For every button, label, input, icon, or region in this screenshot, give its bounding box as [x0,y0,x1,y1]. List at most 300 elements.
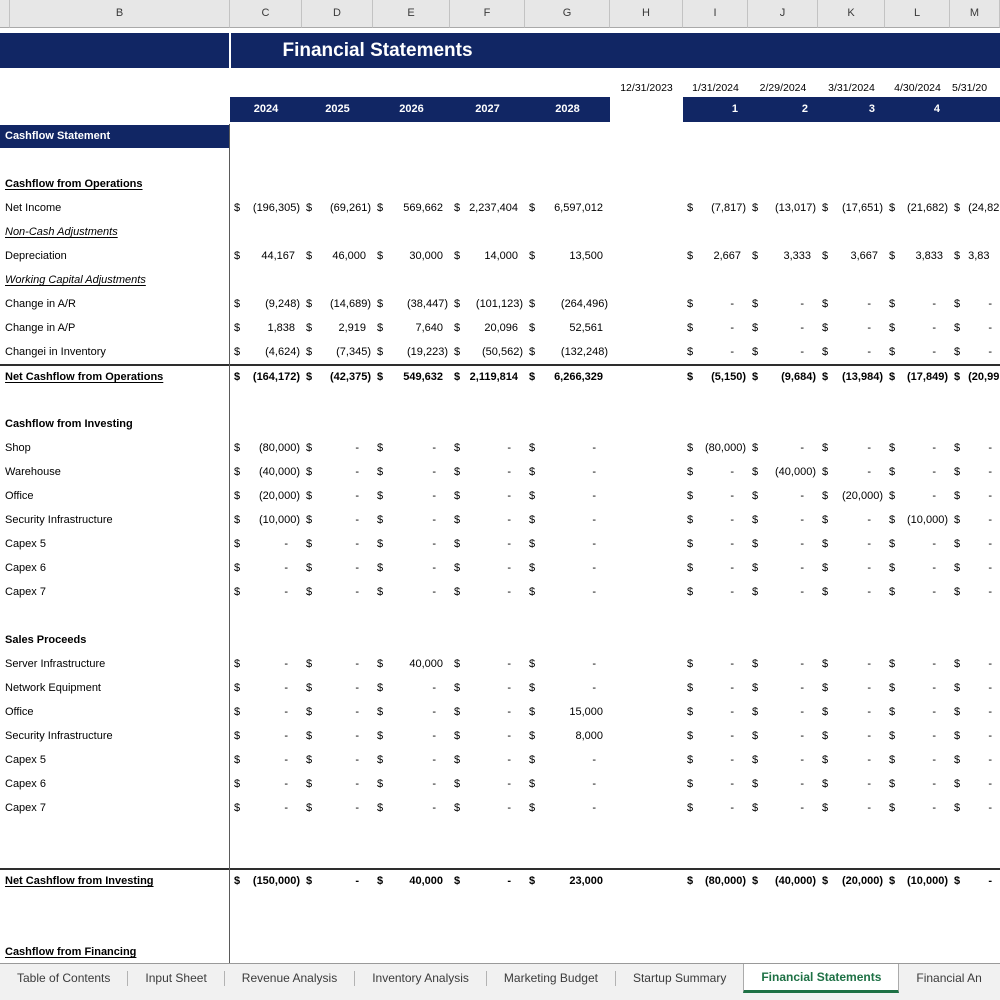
cell-G[interactable] [525,366,610,388]
cell-I[interactable] [683,292,748,316]
date-header[interactable]: 5/31/20 [952,82,988,94]
cell-J[interactable] [748,460,818,484]
year-row-h-gap[interactable] [610,97,683,122]
cell-J[interactable] [748,292,818,316]
cell-F[interactable] [450,870,525,892]
cell-K[interactable] [818,556,885,580]
row-label[interactable]: Change in A/R [5,298,76,310]
cell-I[interactable] [683,796,748,820]
cell-I[interactable] [683,460,748,484]
cell-value: - [867,754,871,766]
cell-F[interactable] [450,460,525,484]
cell-D[interactable] [302,460,373,484]
cell-M[interactable] [950,366,1000,388]
cell-I[interactable] [683,196,748,220]
cell-J[interactable] [748,316,818,340]
column-header-D[interactable]: D [302,0,373,28]
cell-M[interactable] [950,484,1000,508]
cell-D[interactable] [302,484,373,508]
cell-K[interactable] [818,244,885,268]
year-header[interactable]: 2026 [373,97,450,122]
cell-L[interactable] [885,436,950,460]
cell-I[interactable] [683,748,748,772]
cell-E[interactable] [373,532,450,556]
cell-J[interactable] [748,772,818,796]
column-header-C[interactable]: C [230,0,302,28]
month-number-header[interactable]: 1 [683,97,748,122]
cell-D[interactable] [302,796,373,820]
cell-L[interactable] [885,652,950,676]
cell-M[interactable] [950,316,1000,340]
cell-F[interactable] [450,196,525,220]
cell-M[interactable] [950,748,1000,772]
row-label[interactable]: Change in A/P [5,322,76,334]
row-label[interactable]: Changei in Inventory [5,346,106,358]
cell-E[interactable] [373,724,450,748]
tab-financial-an[interactable]: Financial An [916,971,982,985]
cell-L[interactable] [885,580,950,604]
cell-E[interactable] [373,508,450,532]
cell-G[interactable] [525,460,610,484]
cell-J[interactable] [748,244,818,268]
cell-G[interactable] [525,340,610,364]
cell-M[interactable] [950,700,1000,724]
cell-G[interactable] [525,580,610,604]
month-number-header[interactable]: 3 [818,97,885,122]
cell-D[interactable] [302,508,373,532]
dollar-sign: $ [529,754,536,766]
cell-G[interactable] [525,724,610,748]
cell-G[interactable] [525,796,610,820]
column-header-row [0,0,1000,28]
cell-E[interactable] [373,366,450,388]
tab-revenue-analysis[interactable]: Revenue Analysis [241,971,338,985]
cell-J[interactable] [748,870,818,892]
cell-L[interactable] [885,796,950,820]
cell-G[interactable] [525,316,610,340]
cell-J[interactable] [748,676,818,700]
cell-F[interactable] [450,724,525,748]
row-label[interactable]: Depreciation [5,250,67,262]
cell-F[interactable] [450,484,525,508]
cell-D[interactable] [302,748,373,772]
cell-M[interactable] [950,460,1000,484]
cell-D[interactable] [302,340,373,364]
cell-F[interactable] [450,676,525,700]
cell-C[interactable] [230,508,302,532]
cell-E[interactable] [373,436,450,460]
cell-E[interactable] [373,580,450,604]
cell-L[interactable] [885,772,950,796]
cell-E[interactable] [373,652,450,676]
cell-G[interactable] [525,772,610,796]
year-header[interactable]: 2028 [525,97,610,122]
cell-C[interactable] [230,244,302,268]
row-label[interactable]: Cashflow from Investing [5,418,133,430]
row-label[interactable]: Capex 7 [5,802,46,814]
cell-C[interactable] [230,796,302,820]
statement-row [0,436,1000,460]
dollar-sign: $ [752,875,759,887]
cell-E[interactable] [373,196,450,220]
cell-G[interactable] [525,292,610,316]
cell-G[interactable] [525,870,610,892]
tab-inventory-analysis[interactable]: Inventory Analysis [372,971,469,985]
cell-M[interactable] [950,508,1000,532]
row-label[interactable]: Net Cashflow from Operations [5,371,164,383]
cell-I[interactable] [683,652,748,676]
row-label[interactable]: Security Infrastructure [5,730,113,742]
cell-C[interactable] [230,556,302,580]
cell-I[interactable] [683,316,748,340]
cell-K[interactable] [818,196,885,220]
cell-I[interactable] [683,772,748,796]
cell-J[interactable] [748,366,818,388]
cell-C[interactable] [230,700,302,724]
cell-E[interactable] [373,484,450,508]
cell-C[interactable] [230,748,302,772]
cell-L[interactable] [885,870,950,892]
row-label[interactable]: Cashflow from Financing [5,946,137,958]
cell-K[interactable] [818,532,885,556]
cell-J[interactable] [748,556,818,580]
cell-L[interactable] [885,484,950,508]
cell-value: - [730,538,734,550]
column-header-B[interactable]: B [10,0,230,28]
cell-E[interactable] [373,316,450,340]
cell-L[interactable] [885,292,950,316]
cell-M[interactable] [950,340,1000,364]
cell-C[interactable] [230,460,302,484]
cell-M[interactable] [950,292,1000,316]
year-header[interactable]: 2025 [302,97,373,122]
cell-J[interactable] [748,796,818,820]
cell-value: - [730,298,734,310]
cell-M[interactable] [950,532,1000,556]
cell-C[interactable] [230,870,302,892]
cell-E[interactable] [373,772,450,796]
cell-I[interactable] [683,340,748,364]
month-number-header[interactable]: 2 [748,97,818,122]
spacer-row [0,148,1000,172]
row-label[interactable]: Security Infrastructure [5,514,113,526]
row-label[interactable]: Capex 7 [5,586,46,598]
cell-I[interactable] [683,532,748,556]
cell-J[interactable] [748,196,818,220]
cell-J[interactable] [748,724,818,748]
row-label[interactable]: Office [5,706,34,718]
cell-I[interactable] [683,676,748,700]
cell-C[interactable] [230,652,302,676]
cell-M[interactable] [950,870,1000,892]
cell-G[interactable] [525,436,610,460]
cell-M[interactable] [950,244,1000,268]
cell-E[interactable] [373,748,450,772]
cell-J[interactable] [748,436,818,460]
cell-D[interactable] [302,580,373,604]
cell-L[interactable] [885,748,950,772]
cell-C[interactable] [230,340,302,364]
row-label[interactable]: Working Capital Adjustments [5,274,146,286]
cell-M[interactable] [950,652,1000,676]
cell-L[interactable] [885,508,950,532]
row-label[interactable]: Warehouse [5,466,61,478]
cell-F[interactable] [450,652,525,676]
cell-M[interactable] [950,556,1000,580]
cell-J[interactable] [748,340,818,364]
cell-G[interactable] [525,652,610,676]
cell-L[interactable] [885,676,950,700]
cell-I[interactable] [683,700,748,724]
cell-D[interactable] [302,196,373,220]
tab-table-of-contents[interactable]: Table of Contents [17,971,111,985]
cell-value: - [867,730,871,742]
tab-marketing-budget[interactable]: Marketing Budget [503,971,598,985]
cell-K[interactable] [818,748,885,772]
cell-D[interactable] [302,292,373,316]
cell-F[interactable] [450,244,525,268]
dollar-sign: $ [687,730,694,742]
cell-I[interactable] [683,436,748,460]
dollar-sign: $ [454,250,461,262]
cell-F[interactable] [450,580,525,604]
cell-K[interactable] [818,460,885,484]
column-header-M[interactable]: M [950,0,1000,28]
cell-E[interactable] [373,556,450,580]
column-header-A-sliver[interactable] [0,0,10,28]
row-label[interactable]: Capex 5 [5,538,46,550]
cell-D[interactable] [302,772,373,796]
cell-C[interactable] [230,724,302,748]
cell-F[interactable] [450,316,525,340]
cell-C[interactable] [230,196,302,220]
cell-E[interactable] [373,676,450,700]
row-label[interactable]: Capex 6 [5,562,46,574]
column-header-K[interactable]: K [818,0,885,28]
statement-row [0,196,1000,220]
cell-I[interactable] [683,244,748,268]
cell-K[interactable] [818,724,885,748]
cell-L[interactable] [885,366,950,388]
cell-E[interactable] [373,292,450,316]
cell-K[interactable] [818,484,885,508]
cell-E[interactable] [373,340,450,364]
cell-K[interactable] [818,870,885,892]
cell-D[interactable] [302,700,373,724]
cell-D[interactable] [302,316,373,340]
cell-I[interactable] [683,580,748,604]
cell-D[interactable] [302,556,373,580]
cell-G[interactable] [525,196,610,220]
cell-D[interactable] [302,870,373,892]
cell-E[interactable] [373,796,450,820]
cell-D[interactable] [302,532,373,556]
cell-K[interactable] [818,772,885,796]
cell-M[interactable] [950,772,1000,796]
cell-M[interactable] [950,436,1000,460]
cell-F[interactable] [450,508,525,532]
dollar-sign: $ [234,802,241,814]
cell-G[interactable] [525,700,610,724]
cell-G[interactable] [525,244,610,268]
cell-G[interactable] [525,556,610,580]
column-header-G[interactable]: G [525,0,610,28]
cell-K[interactable] [818,700,885,724]
cell-L[interactable] [885,556,950,580]
month-number-header[interactable] [950,97,1000,122]
cell-D[interactable] [302,244,373,268]
cell-I[interactable] [683,484,748,508]
cell-value: - [432,562,436,574]
cell-C[interactable] [230,366,302,388]
cell-L[interactable] [885,700,950,724]
cell-F[interactable] [450,340,525,364]
cell-F[interactable] [450,772,525,796]
cell-J[interactable] [748,652,818,676]
cell-G[interactable] [525,532,610,556]
cell-K[interactable] [818,340,885,364]
column-header-F[interactable]: F [450,0,525,28]
cell-F[interactable] [450,796,525,820]
row-label[interactable]: Office [5,490,34,502]
cell-L[interactable] [885,196,950,220]
cell-E[interactable] [373,700,450,724]
cell-K[interactable] [818,508,885,532]
cell-C[interactable] [230,292,302,316]
cell-M[interactable] [950,196,1000,220]
row-label[interactable]: Non-Cash Adjustments [5,226,118,238]
row-label[interactable]: Cashflow from Operations [5,178,143,190]
cell-L[interactable] [885,532,950,556]
column-header-I[interactable]: I [683,0,748,28]
year-header[interactable]: 2024 [230,97,302,122]
cell-K[interactable] [818,652,885,676]
tab-financial-statements[interactable]: Financial Statements [743,964,899,993]
cell-F[interactable] [450,292,525,316]
date-header[interactable]: 1/31/2024 [692,82,739,94]
cell-value: - [730,466,734,478]
cell-F[interactable] [450,556,525,580]
cell-C[interactable] [230,436,302,460]
cell-K[interactable] [818,580,885,604]
cell-L[interactable] [885,316,950,340]
cell-K[interactable] [818,436,885,460]
cell-F[interactable] [450,748,525,772]
row-label[interactable]: Net Income [5,202,62,214]
dollar-sign: $ [954,682,961,694]
cell-C[interactable] [230,676,302,700]
cell-F[interactable] [450,700,525,724]
cell-I[interactable] [683,556,748,580]
cell-J[interactable] [748,748,818,772]
dollar-sign: $ [752,514,759,526]
cell-K[interactable] [818,796,885,820]
dollar-sign: $ [306,371,313,383]
row-label[interactable]: Cashflow Statement [0,125,230,148]
cell-J[interactable] [748,484,818,508]
row-label[interactable]: Shop [5,442,31,454]
cell-G[interactable] [525,676,610,700]
tab-input-sheet[interactable]: Input Sheet [145,971,207,985]
cell-F[interactable] [450,436,525,460]
cell-K[interactable] [818,316,885,340]
cell-L[interactable] [885,244,950,268]
cell-D[interactable] [302,676,373,700]
column-header-E[interactable]: E [373,0,450,28]
cell-value: (5,150) [711,371,746,383]
cell-M[interactable] [950,580,1000,604]
date-header[interactable]: 4/30/2024 [894,82,941,94]
column-header-J[interactable]: J [748,0,818,28]
cell-C[interactable] [230,580,302,604]
row-label[interactable]: Server Infrastructure [5,658,106,670]
cell-K[interactable] [818,676,885,700]
cell-D[interactable] [302,366,373,388]
row-label[interactable]: Capex 5 [5,754,46,766]
date-header[interactable]: 3/31/2024 [828,82,875,94]
cell-M[interactable] [950,676,1000,700]
cell-J[interactable] [748,532,818,556]
cell-E[interactable] [373,870,450,892]
cell-C[interactable] [230,532,302,556]
row-label[interactable]: Capex 6 [5,778,46,790]
cell-I[interactable] [683,724,748,748]
cell-M[interactable] [950,724,1000,748]
cell-J[interactable] [748,508,818,532]
month-number-header[interactable]: 4 [885,97,950,122]
cell-C[interactable] [230,316,302,340]
cell-D[interactable] [302,724,373,748]
cell-value: (10,000) [907,875,948,887]
row-label[interactable]: Sales Proceeds [5,634,87,646]
cell-I[interactable] [683,870,748,892]
cell-L[interactable] [885,724,950,748]
cell-J[interactable] [748,580,818,604]
cell-value: - [730,658,734,670]
dollar-sign: $ [306,778,313,790]
cell-value: - [432,442,436,454]
cell-G[interactable] [525,484,610,508]
cell-D[interactable] [302,652,373,676]
cell-I[interactable] [683,366,748,388]
cell-I[interactable] [683,508,748,532]
cell-L[interactable] [885,340,950,364]
cell-F[interactable] [450,366,525,388]
cell-C[interactable] [230,772,302,796]
year-header[interactable]: 2027 [450,97,525,122]
cell-K[interactable] [818,366,885,388]
cell-value: - [988,754,992,766]
column-header-L[interactable]: L [885,0,950,28]
cell-E[interactable] [373,460,450,484]
cell-M[interactable] [950,796,1000,820]
cell-C[interactable] [230,484,302,508]
cell-G[interactable] [525,748,610,772]
row-label[interactable]: Network Equipment [5,682,101,694]
row-label[interactable]: Net Cashflow from Investing [5,875,154,887]
column-header-H[interactable]: H [610,0,683,28]
cell-K[interactable] [818,292,885,316]
date-header[interactable]: 2/29/2024 [759,82,807,94]
cell-G[interactable] [525,508,610,532]
cell-D[interactable] [302,436,373,460]
tab-startup-summary[interactable]: Startup Summary [632,971,727,985]
cell-J[interactable] [748,700,818,724]
cell-E[interactable] [373,244,450,268]
date-header[interactable]: 12/31/2023 [620,82,673,94]
cell-F[interactable] [450,532,525,556]
cell-L[interactable] [885,460,950,484]
